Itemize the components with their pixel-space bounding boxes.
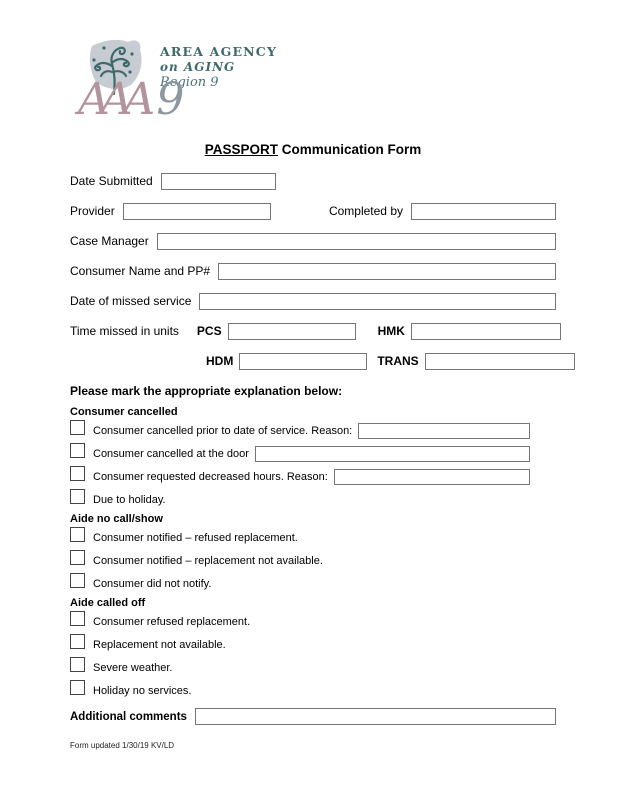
hmk-input[interactable] [411,323,561,340]
checkbox-replacement-unavailable[interactable] [70,634,85,649]
pcs-input[interactable] [228,323,356,340]
checkbox-severe-weather[interactable] [70,657,85,672]
option-notified-unavailable-label: Consumer notified – replacement not available. [93,554,323,567]
org-region: Region 9 [160,75,219,90]
additional-comments-label: Additional comments [70,710,187,723]
option-holiday-no-services [70,681,556,700]
date-submitted-input[interactable] [161,173,276,190]
instruction-heading: Please mark the appropriate explanation below: [70,384,343,398]
option-notified-refused-label: Consumer notified – refused replacement. [93,531,298,544]
time-missed-label: Time missed in units [70,324,179,338]
date-submitted-row [70,172,556,190]
aaa9-monogram: AAA 9 [78,74,176,125]
provider-input[interactable] [123,203,271,220]
checkbox-refused-replacement[interactable] [70,611,85,626]
date-missed-label: Date of missed service [70,294,192,308]
checkbox-cancelled-door[interactable] [70,443,85,458]
option-severe-weather-label: Severe weather. [93,661,173,674]
case-manager-label: Case Manager [70,234,149,248]
option-replacement-unavailable [70,635,556,654]
checkbox-holiday-no-services[interactable] [70,680,85,695]
org-name-line1: AREA AGENCY [160,44,278,59]
case-manager-input[interactable] [157,233,556,250]
section-aide-called-off-heading: Aide called off [70,597,146,609]
provider-label: Provider [70,204,115,218]
option-severe-weather [70,658,556,677]
option-due-holiday [70,490,556,509]
option-decreased-hours-label: Consumer requested decreased hours. Reason: [93,470,328,483]
additional-comments-row [70,708,556,725]
option-replacement-unavailable-label: Replacement not available. [93,638,226,651]
time-missed-row-2 [70,352,556,370]
decreased-hours-reason-input[interactable] [334,469,530,485]
completed-by-label: Completed by [328,204,403,218]
option-cancelled-prior [70,421,556,440]
page-title [0,142,626,157]
checkbox-did-not-notify[interactable] [70,573,85,588]
additional-comments-input[interactable] [195,708,556,725]
option-refused-replacement [70,612,556,631]
consumer-name-input[interactable] [218,263,556,280]
checkbox-due-holiday[interactable] [70,489,85,504]
consumer-name-label: Consumer Name and PP# [70,264,211,278]
date-missed-row [70,292,556,310]
checkbox-notified-unavailable[interactable] [70,550,85,565]
case-manager-row [70,232,556,250]
hdm-input[interactable] [239,353,367,370]
option-notified-refused [70,528,556,547]
org-name-line2: on AGING [160,60,236,74]
date-missed-input[interactable] [199,293,556,310]
trans-label: TRANS [377,354,419,368]
consumer-name-row [70,262,556,280]
option-cancelled-prior-label: Consumer cancelled prior to date of service. Reason: [93,424,353,437]
provider-row [70,202,556,220]
time-missed-row-1 [70,322,556,340]
option-cancelled-door-label: Consumer cancelled at the door [93,447,249,460]
completed-by-input[interactable] [411,203,556,220]
agency-logo [78,32,314,125]
title-part2: Communication Form [278,142,422,157]
option-decreased-hours [70,467,556,486]
option-did-not-notify-label: Consumer did not notify. [93,577,212,590]
option-holiday-no-services-label: Holiday no services. [93,684,192,697]
cancelled-door-input[interactable] [255,446,530,462]
option-cancelled-door [70,444,556,463]
checkbox-decreased-hours[interactable] [70,466,85,481]
trans-input[interactable] [425,353,575,370]
section-aide-no-call-heading: Aide no call/show [70,513,163,525]
cancelled-prior-reason-input[interactable] [358,423,530,439]
checkbox-notified-refused[interactable] [70,527,85,542]
title-part1: PASSPORT [204,142,278,157]
hmk-label: HMK [377,324,405,338]
date-submitted-label: Date Submitted [70,174,153,188]
form-content [70,172,556,750]
option-refused-replacement-label: Consumer refused replacement. [93,615,251,628]
option-notified-unavailable [70,551,556,570]
pcs-label: PCS [196,324,222,338]
option-due-holiday-label: Due to holiday. [93,493,166,506]
checkbox-cancelled-prior[interactable] [70,420,85,435]
form-updated-note: Form updated 1/30/19 KV/LD [70,741,175,750]
section-consumer-cancelled-heading: Consumer cancelled [70,406,178,418]
option-did-not-notify [70,574,556,593]
hdm-label: HDM [206,354,234,368]
